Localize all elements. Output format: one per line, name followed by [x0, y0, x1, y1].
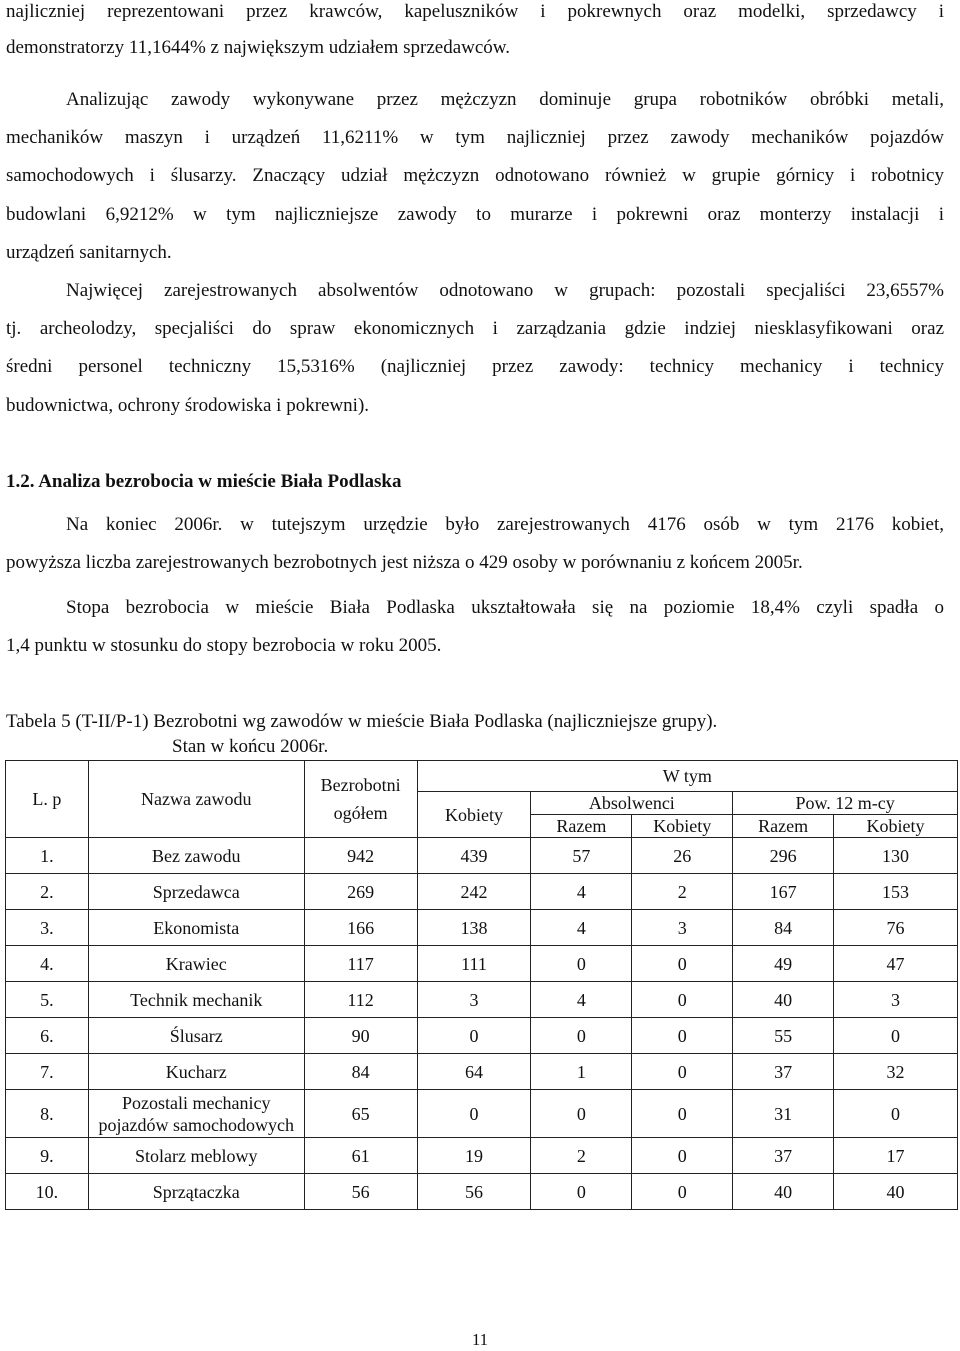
- row-name: Pozostali mechanicy pojazdów samochodowych: [88, 1090, 304, 1138]
- row-long-term-total: 84: [733, 910, 834, 946]
- text-line: budownictwa, ochrony środowiska i pokrewni).: [6, 395, 370, 416]
- row-lp: 2.: [6, 874, 89, 910]
- row-women: 439: [417, 838, 531, 874]
- row-total: 269: [304, 874, 417, 910]
- row-total: 90: [304, 1018, 417, 1054]
- text-line: Analizując zawody wykonywane przez mężczyzn dominuje grupa robotników obróbki metali,: [66, 89, 944, 110]
- text-line: urządzeń sanitarnych.: [6, 242, 172, 263]
- row-women: 19: [417, 1138, 531, 1174]
- row-name: Krawiec: [88, 946, 304, 982]
- row-name: Technik mechanik: [88, 982, 304, 1018]
- text-line: demonstratorzy 11,1644% z największym udziałem sprzedawców.: [6, 37, 511, 58]
- row-graduates-total: 2: [531, 1138, 632, 1174]
- row-graduates-total: 4: [531, 910, 632, 946]
- row-lp: 5.: [6, 982, 89, 1018]
- row-lp: 10.: [6, 1174, 89, 1210]
- row-graduates-women: 26: [632, 838, 733, 874]
- table-row: [6, 1090, 958, 1138]
- row-graduates-women: 0: [632, 1054, 733, 1090]
- row-women: 56: [417, 1174, 531, 1210]
- text-line: 1,4 punktu w stosunku do stopy bezrobocia w roku 2005.: [6, 635, 442, 656]
- row-lp: 1.: [6, 838, 89, 874]
- row-long-term-total: 55: [733, 1018, 834, 1054]
- table-row: [6, 982, 958, 1018]
- row-women: 3: [417, 982, 531, 1018]
- table-caption: Tabela 5 (T-II/P-1) Bezrobotni wg zawodów w mieście Biała Podlaska (najliczniejsze grupy).: [6, 711, 718, 732]
- row-total: 56: [304, 1174, 417, 1210]
- row-graduates-total: 4: [531, 874, 632, 910]
- row-long-term-women: 130: [834, 838, 958, 874]
- row-graduates-total: 0: [531, 1090, 632, 1138]
- text-line: samochodowych i ślusarzy. Znaczący udział mężczyzn odnotowano również w grupie górnicy i robotnicy: [6, 165, 944, 186]
- row-long-term-total: 37: [733, 1138, 834, 1174]
- section-heading: 1.2. Analiza bezrobocia w mieście Biała Podlaska: [6, 471, 402, 492]
- row-graduates-total: 4: [531, 982, 632, 1018]
- row-women: 242: [417, 874, 531, 910]
- text-line: powyższa liczba zarejestrowanych bezrobotnych jest niższa o 429 osoby w porównaniu z końcem 2005r.: [6, 552, 803, 573]
- table-row: [6, 874, 958, 910]
- row-total: 117: [304, 946, 417, 982]
- row-long-term-total: 40: [733, 982, 834, 1018]
- header-row: [6, 761, 958, 792]
- row-long-term-women: 32: [834, 1054, 958, 1090]
- row-lp: 9.: [6, 1138, 89, 1174]
- row-total: 65: [304, 1090, 417, 1138]
- row-graduates-total: 0: [531, 1174, 632, 1210]
- row-graduates-women: 0: [632, 1174, 733, 1210]
- row-lp: 8.: [6, 1090, 89, 1138]
- header-women: Kobiety: [417, 792, 531, 838]
- header-long-term-razem: Razem: [733, 815, 834, 838]
- row-graduates-total: 0: [531, 946, 632, 982]
- text-line: Najwięcej zarejestrowanych absolwentów odnotowano w grupach: pozostali specjaliści 23,6557%: [66, 280, 944, 301]
- table-row: [6, 1018, 958, 1054]
- row-total: 942: [304, 838, 417, 874]
- row-long-term-total: 49: [733, 946, 834, 982]
- row-graduates-women: 0: [632, 946, 733, 982]
- table-body: [6, 838, 958, 1210]
- text-line: Stopa bezrobocia w mieście Biała Podlaska ukształtowała się na poziomie 18,4% czyli spadła o: [66, 597, 944, 618]
- header-graduates-kobiety: Kobiety: [632, 815, 733, 838]
- table-row: [6, 946, 958, 982]
- row-women: 111: [417, 946, 531, 982]
- row-long-term-women: 47: [834, 946, 958, 982]
- text-line: Na koniec 2006r. w tutejszym urzędzie było zarejestrowanych 4176 osób w tym 2176 kobiet,: [66, 514, 944, 535]
- row-graduates-total: 57: [531, 838, 632, 874]
- table-subcaption: Stan w końcu 2006r.: [172, 736, 329, 757]
- row-name: Ślusarz: [88, 1018, 304, 1054]
- row-long-term-women: 76: [834, 910, 958, 946]
- table-row: [6, 1054, 958, 1090]
- row-lp: 6.: [6, 1018, 89, 1054]
- text-line: średni personel techniczny 15,5316% (najliczniej przez zawody: technicy mechanicy i technicy: [6, 356, 944, 377]
- row-graduates-women: 0: [632, 1138, 733, 1174]
- row-name: Stolarz meblowy: [88, 1138, 304, 1174]
- row-long-term-total: 37: [733, 1054, 834, 1090]
- unemployment-table: [5, 760, 958, 1210]
- row-total: 84: [304, 1054, 417, 1090]
- row-name: Sprzedawca: [88, 874, 304, 910]
- row-graduates-total: 0: [531, 1018, 632, 1054]
- text-line: tj. archeolodzy, specjaliści do spraw ekonomicznych i zarządzania gdzie indziej niesklasyfikowani oraz: [6, 318, 944, 339]
- row-total: 112: [304, 982, 417, 1018]
- row-lp: 7.: [6, 1054, 89, 1090]
- row-graduates-women: 0: [632, 982, 733, 1018]
- row-long-term-total: 40: [733, 1174, 834, 1210]
- table-row: [6, 910, 958, 946]
- header-long-term-kobiety: Kobiety: [834, 815, 958, 838]
- row-graduates-women: 3: [632, 910, 733, 946]
- page-number: 11: [471, 1330, 489, 1349]
- text-line: najliczniej reprezentowani przez krawców, kapeluszników i pokrewnych oraz modelki, sprzedawcy i: [6, 1, 944, 22]
- header-lp: L. p: [6, 761, 89, 838]
- row-women: 0: [417, 1018, 531, 1054]
- row-lp: 4.: [6, 946, 89, 982]
- row-women: 64: [417, 1054, 531, 1090]
- text-line: budowlani 6,9212% w tym najliczniejsze zawody to murarze i pokrewni oraz monterzy instalacji i: [6, 204, 944, 225]
- header-total-line1: Bezrobotni: [320, 775, 401, 795]
- header-graduates: Absolwenci: [531, 792, 733, 815]
- table-row: [6, 1138, 958, 1174]
- row-lp: 3.: [6, 910, 89, 946]
- header-name: Nazwa zawodu: [88, 761, 304, 838]
- row-graduates-women: 0: [632, 1018, 733, 1054]
- header-w-tym: W tym: [417, 761, 957, 792]
- text-line: mechaników maszyn i urządzeń 11,6211% w tym najliczniej przez zawody mechaników pojazdów: [6, 127, 944, 148]
- row-long-term-total: 167: [733, 874, 834, 910]
- header-graduates-razem: Razem: [531, 815, 632, 838]
- row-graduates-total: 1: [531, 1054, 632, 1090]
- row-total: 166: [304, 910, 417, 946]
- row-graduates-women: 2: [632, 874, 733, 910]
- row-name: Ekonomista: [88, 910, 304, 946]
- row-name: Kucharz: [88, 1054, 304, 1090]
- row-long-term-women: 40: [834, 1174, 958, 1210]
- row-long-term-total: 31: [733, 1090, 834, 1138]
- row-women: 0: [417, 1090, 531, 1138]
- row-women: 138: [417, 910, 531, 946]
- header-total: [304, 761, 417, 838]
- table-row: [6, 838, 958, 874]
- row-graduates-women: 0: [632, 1090, 733, 1138]
- row-long-term-women: 17: [834, 1138, 958, 1174]
- row-total: 61: [304, 1138, 417, 1174]
- row-long-term-women: 0: [834, 1090, 958, 1138]
- table-row: [6, 1174, 958, 1210]
- row-name: Sprzątaczka: [88, 1174, 304, 1210]
- row-long-term-total: 296: [733, 838, 834, 874]
- row-long-term-women: 153: [834, 874, 958, 910]
- header-total-line2: ogółem: [333, 803, 388, 823]
- row-long-term-women: 3: [834, 982, 958, 1018]
- row-name: Bez zawodu: [88, 838, 304, 874]
- row-long-term-women: 0: [834, 1018, 958, 1054]
- header-long-term: Pow. 12 m-cy: [733, 792, 958, 815]
